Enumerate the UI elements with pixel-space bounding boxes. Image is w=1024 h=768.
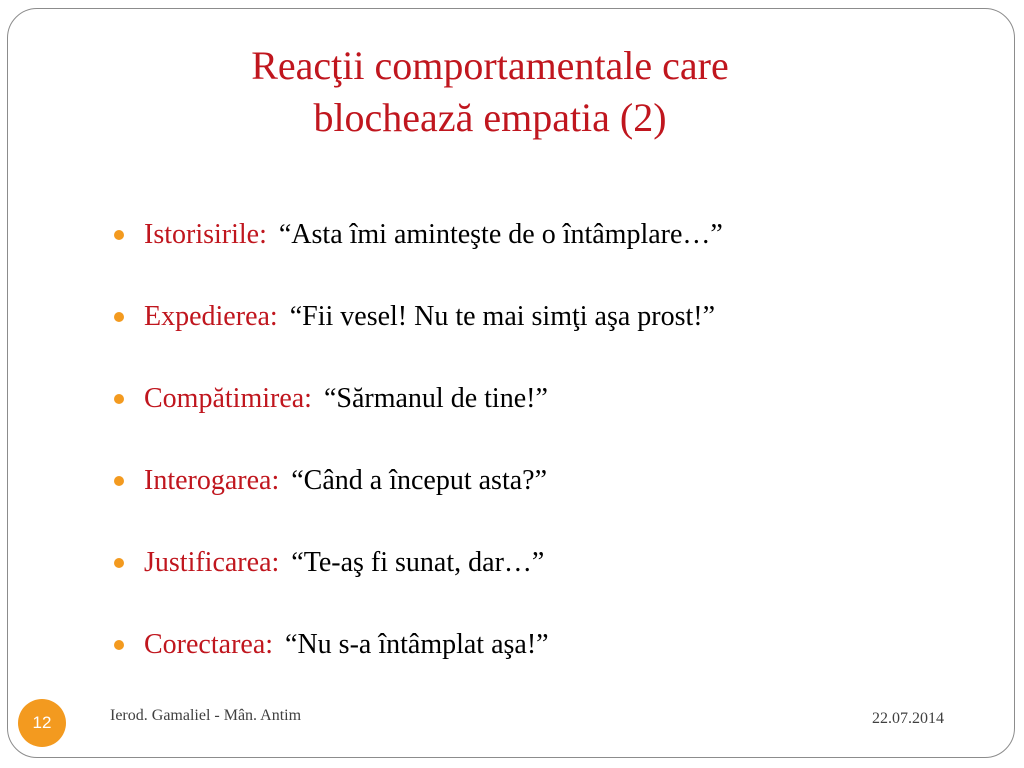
bullet-item xyxy=(118,374,978,456)
bullet-term: Expedierea: xyxy=(144,301,278,332)
slide-title-line-1: Reacţii comportamentale care xyxy=(251,43,729,88)
bullet-quote: “Te-aş fi sunat, dar…” xyxy=(291,547,545,578)
bullet-quote: “Nu s-a întâmplat aşa!” xyxy=(285,629,549,660)
bullet-text xyxy=(144,374,548,424)
bullet-dot-icon xyxy=(114,230,124,240)
bullet-item xyxy=(118,292,978,374)
bullet-quote: “Asta îmi aminteşte de o întâmplare…” xyxy=(278,219,723,250)
bullet-dot-icon xyxy=(114,558,124,568)
bullet-text xyxy=(144,538,544,588)
bullet-text xyxy=(144,210,723,260)
slide-title-line-2: blochează empatia (2) xyxy=(313,95,667,140)
bullet-term: Interogarea: xyxy=(144,465,280,496)
bullet-quote: “Sărmanul de tine!” xyxy=(323,383,548,414)
bullet-text xyxy=(144,456,547,506)
bullet-quote: “Fii vesel! Nu te mai simţi aşa prost!” xyxy=(289,301,716,332)
footer-date: 22.07.2014 xyxy=(872,710,944,727)
bullet-dot-icon xyxy=(114,476,124,486)
bullet-term: Corectarea: xyxy=(144,629,274,660)
bullet-text xyxy=(144,620,549,670)
bullet-quote: “Când a început asta?” xyxy=(291,465,548,496)
slide-title xyxy=(150,40,830,144)
bullet-dot-icon xyxy=(114,394,124,404)
bullet-item xyxy=(118,456,978,538)
slide-number-badge: 12 xyxy=(18,699,66,747)
bullet-dot-icon xyxy=(114,640,124,650)
bullet-term: Justificarea: xyxy=(144,547,280,578)
bullet-dot-icon xyxy=(114,312,124,322)
bullet-item xyxy=(118,620,978,702)
bullet-item xyxy=(118,538,978,620)
bullet-term: Compătimirea: xyxy=(144,383,312,414)
bullet-text xyxy=(144,292,715,342)
bullet-term: Istorisirile: xyxy=(144,219,267,250)
footer-author: Ierod. Gamaliel - Mân. Antim xyxy=(110,707,302,724)
bullet-item xyxy=(118,210,978,292)
bullet-list xyxy=(118,210,978,702)
